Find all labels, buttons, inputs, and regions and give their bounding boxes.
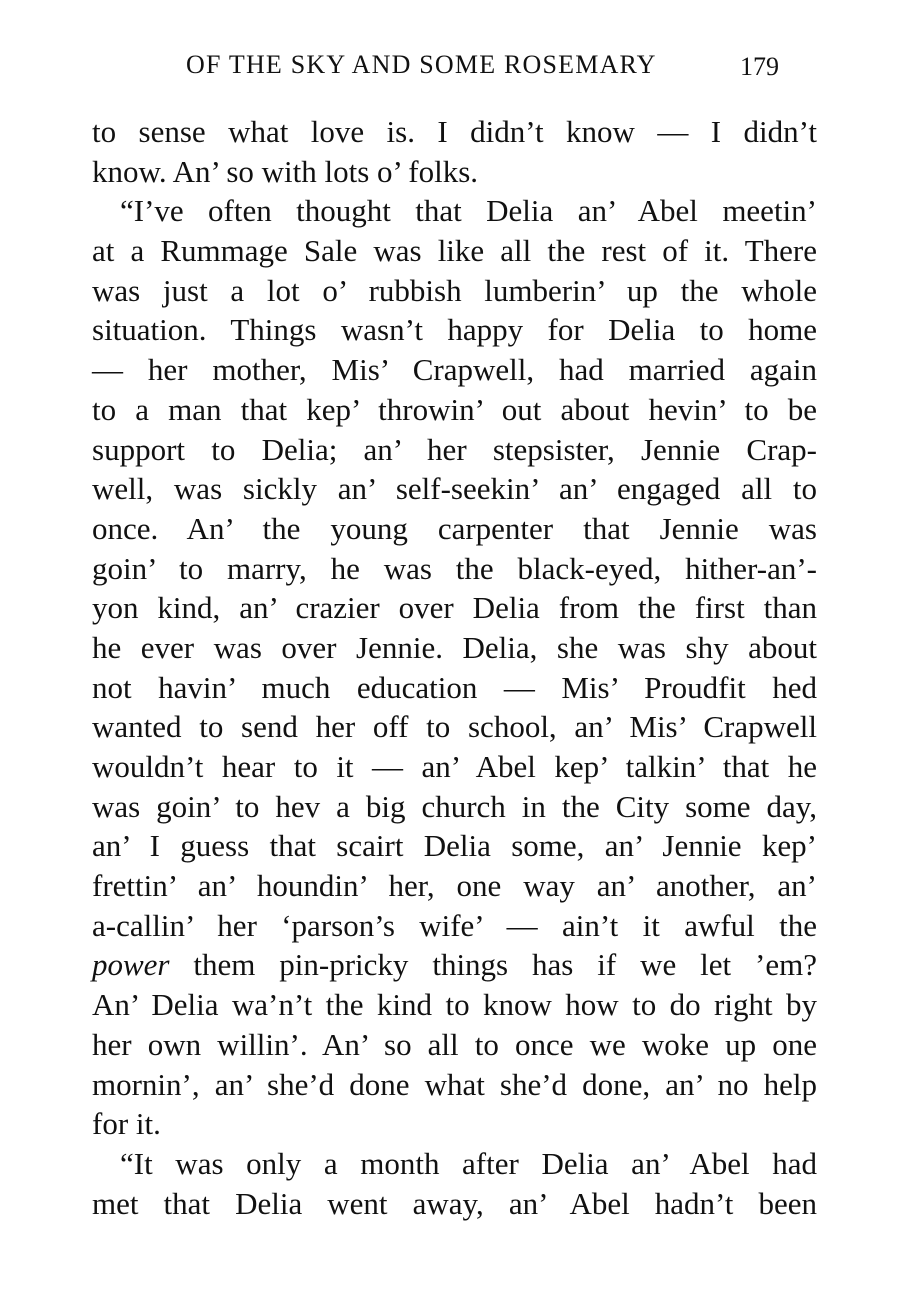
text-line: frettin’ an’ houndin’ her, one way an’ another, an’: [92, 868, 817, 904]
text-line: he ever was over Jennie. Delia, she was shy about: [92, 629, 817, 665]
text-line: mornin’, an’ she’d done what she’d done, an’ no help: [92, 1066, 817, 1102]
text-line: was goin’ to hev a big church in the City some day,: [92, 788, 817, 824]
text-line: her own willin’. An’ so all to once we woke up one: [92, 1026, 817, 1062]
paragraph-start-line: “It was only a month after Delia an’ Abel had: [120, 1145, 817, 1181]
body-text: [92, 112, 817, 1223]
text-line: well, was sickly an’ self-seekin’ an’ engaged all to: [92, 471, 817, 507]
text-line: wouldn’t hear to it — an’ Abel kep’ talkin’ that he: [92, 749, 817, 784]
italic-word: power: [92, 947, 170, 983]
text-line-remainder: them pin-pricky things has if we let ’em?: [193, 947, 817, 983]
text-line: at a Rummage Sale was like all the rest of it. There: [92, 233, 817, 269]
text-line: not havin’ much education — Mis’ Proudfit hed: [92, 669, 817, 705]
text-line: goin’ to marry, he was the black-eyed, hither-an’-: [92, 550, 817, 586]
text-line: know. An’ so with lots o’ folks.: [92, 153, 479, 189]
text-line-with-italic: [92, 945, 817, 985]
text-line: an’ I guess that scairt Delia some, an’ Jennie kep’: [92, 828, 817, 864]
text-line: met that Delia went away, an’ Abel hadn’t been: [92, 1185, 817, 1221]
text-line: An’ Delia wa’n’t the kind to know how to do right by: [92, 987, 817, 1023]
text-line: once. An’ the young carpenter that Jennie was: [92, 510, 817, 546]
text-line: support to Delia; an’ her stepsister, Jennie Crap-: [92, 431, 817, 467]
text-line: — her mother, Mis’ Crapwell, had married again: [92, 352, 817, 388]
running-head: OF THE SKY AND SOME ROSEMARY: [186, 50, 657, 79]
page-number: 179: [740, 52, 779, 81]
text-line: to sense what love is. I didn’t know — I didn’t: [92, 114, 817, 149]
text-line: yon kind, an’ crazier over Delia from the first than: [92, 590, 817, 626]
text-line: for it.: [92, 1106, 161, 1142]
text-line: a-callin’ her ‘parson’s wife’ — ain’t it awful the: [92, 907, 817, 943]
paragraph-start-line: “I’ve often thought that Delia an’ Abel meetin’: [120, 193, 817, 229]
text-line: was just a lot o’ rubbish lumberin’ up the whole: [92, 272, 817, 308]
text-line: situation. Things wasn’t happy for Delia to home: [92, 312, 817, 348]
text-line: wanted to send her off to school, an’ Mis’ Crapwell: [92, 709, 817, 745]
text-line: to a man that kep’ throwin’ out about hevin’ to be: [92, 391, 817, 427]
